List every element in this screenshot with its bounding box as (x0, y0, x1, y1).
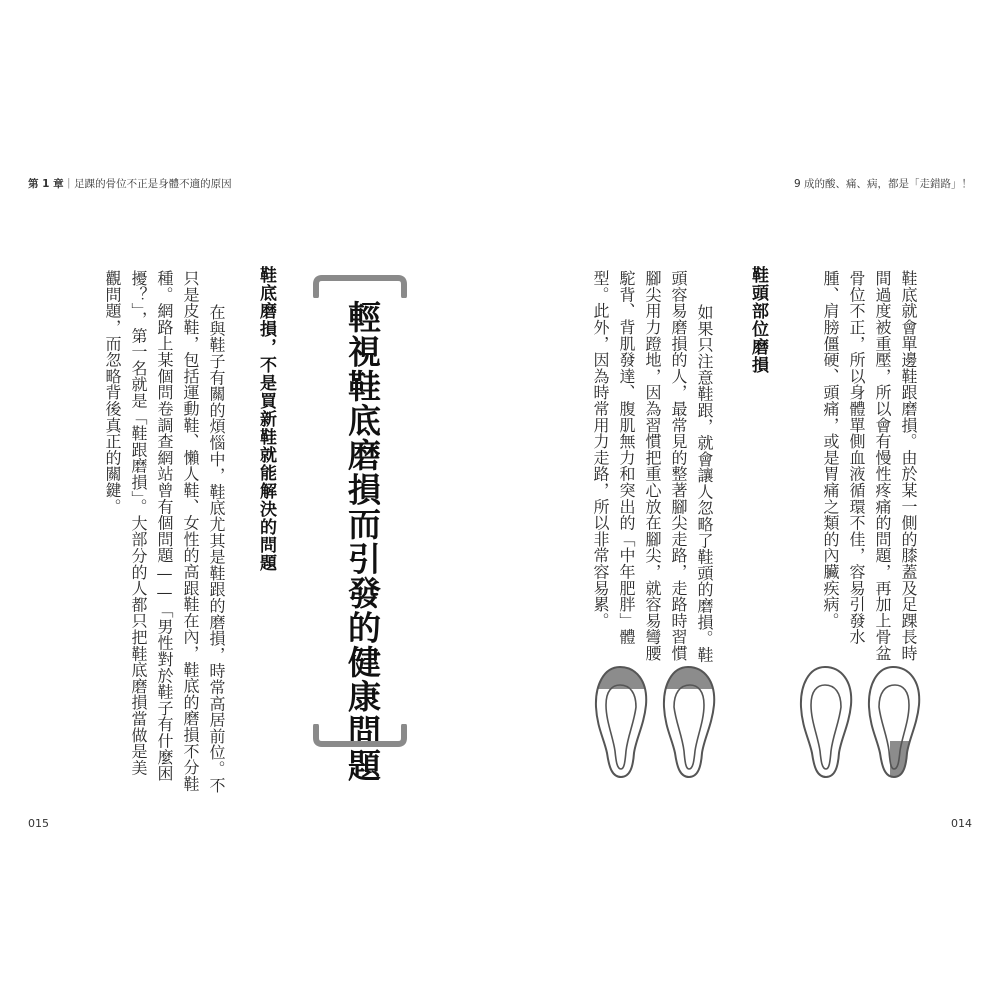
sole-wear-subheading: 鞋底磨損，不是買新鞋就能解決的問題 (256, 266, 276, 572)
intro-line-1: 鞋底就會單邊鞋跟磨損。由於某一側的膝蓋及足踝長時 (899, 270, 918, 662)
intro-line-4: 腫、肩膀僵硬、頭痛，或是胃痛之類的內臟疾病。 (821, 270, 840, 629)
page-number-right: 014 (951, 817, 972, 830)
running-header-right: 9 成的酸、痛、病，都是「走錯路」！ (793, 178, 972, 190)
title-bracket-bottom (312, 724, 408, 748)
intro-line-2: 間過度被重壓，所以會有慢性疼痛的問題，再加上骨盆 (873, 270, 892, 662)
toe-wear-right-sole (658, 655, 722, 777)
chapter-number: 第 1 章 (28, 178, 64, 190)
toe-line-3: 腳尖用力蹬地，因為習慣把重心放在腳尖，就容易彎腰 (643, 270, 662, 662)
intro-line-3: 骨位不正，所以身體單側血液循環不佳，容易引發水 (847, 270, 866, 645)
main-title: 輕視鞋底磨損而引發的健康問題 (343, 300, 382, 783)
body-line-1: 在與鞋子有關的煩惱中，鞋底尤其是鞋跟的磨損，時常高居前位。不 (207, 304, 226, 793)
body-line-5: 觀問題，而忽略背後真正的關鍵。 (103, 270, 122, 515)
body-line-4: 擾？」，第一名就是「鞋跟磨損」。大部分的人都只把鞋底磨損當做是美 (129, 270, 148, 776)
running-header-left (28, 176, 232, 191)
toe-line-1: 如果只注意鞋跟，就會讓人忽略了鞋頭的磨損。鞋 (695, 304, 714, 663)
title-bracket-top (312, 274, 408, 298)
shoe-sole-wear-illustration (590, 655, 930, 785)
toe-line-5: 型。此外，因為時常用力走路，所以非常容易累。 (591, 270, 610, 629)
header-separator: ｜ (63, 178, 75, 190)
toe-line-2: 頭容易磨損的人，最常見的整著腳尖走路，走路時習慣 (669, 270, 688, 662)
body-line-3: 種。網路上某個問卷調查網站曾有個問題——「男性對於鞋子有什麼困 (155, 270, 174, 782)
toe-wear-left-sole (590, 655, 654, 777)
toe-wear-subheading: 鞋頭部位磨損 (748, 266, 768, 374)
toe-line-4: 駝背、背肌發達、腹肌無力和突出的「中年肥胖」體 (617, 270, 636, 645)
body-line-2: 只是皮鞋，包括運動鞋、懶人鞋、女性的高跟鞋在內，鞋底的磨損不分鞋 (181, 270, 200, 792)
heel-wear-right-sole (869, 667, 930, 785)
heel-wear-left-sole (801, 667, 851, 777)
chapter-title: 足踝的骨位不正是身體不適的原因 (74, 178, 232, 190)
page-number-left: 015 (28, 817, 49, 830)
